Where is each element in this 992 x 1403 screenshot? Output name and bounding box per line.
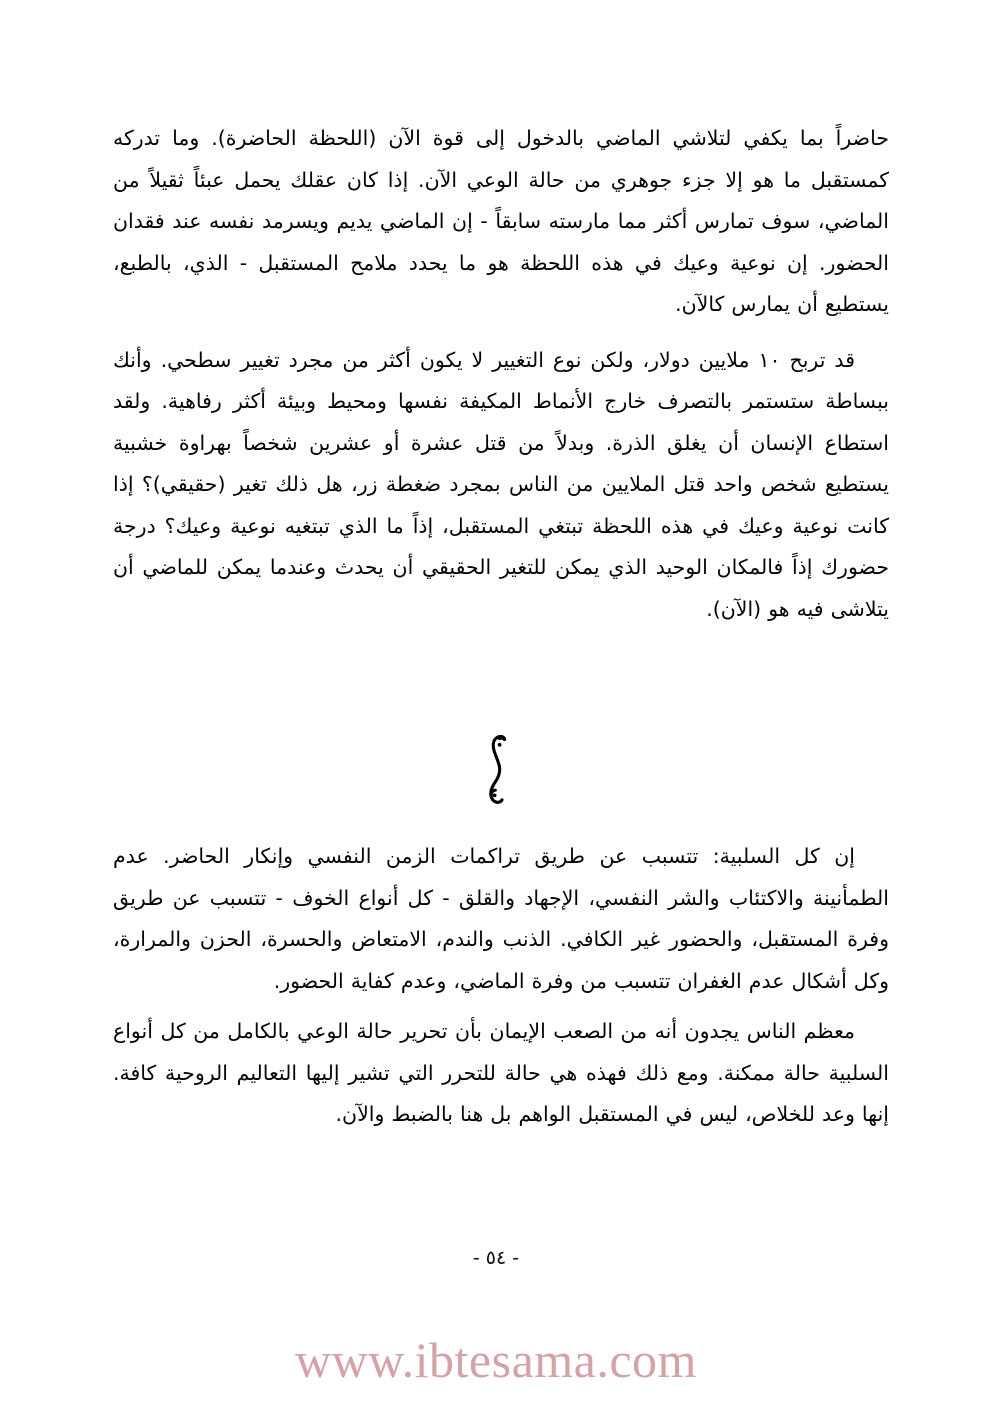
site-watermark: www.ibtesama.com bbox=[295, 1332, 697, 1388]
paragraph-2: قد تربح ١٠ ملايين دولار، ولكن نوع التغيير لا يكون أكثر من مجرد تغيير سطحي. وأنك ببساطة ستستمر بالتصرف خارج الأنماط المكيفة نفسها ومحيط وبيئة أكثر رفاهية. ولقد استطاع الإنسان أن يغلق الذرة. وبدلاً من قتل عشرة أو عشرين شخصاً بهراوة خشبية يستطيع شخص واحد قتل الملايين من الناس بمجرد ضغطة زر، هل ذلك تغير (حقيقي)؟ إذا كانت نوعية وعيك في هذه اللحظة تبتغي المستقبل، إذاً ما الذي تبتغيه نوعية وعيك؟ درجة حضورك إذاً فالمكان الوحيد الذي يمكن للتغير الحقيقي أن يحدث وعندما يمكن للماضي أن يتلاشى فيه هو (الآن). bbox=[113, 347, 889, 621]
paragraph-3: إن كل السلبية: تتسبب عن طريق تراكمات الزمن النفسي وإنكار الحاضر. عدم الطمأنينة والاكتئاب والشر النفسي، الإجهاد والقلق - كل أنواع الخوف - تتسبب عن طريق وفرة المستقبل، والحضور غير الكافي. الذنب والندم، الامتعاض والحسرة، الحزن والمرارة، وكل أشكال عدم الغفران تتسبب من وفرة الماضي، وعدم كفاية الحضور. bbox=[113, 844, 889, 993]
paragraph-4: معظم الناس يجدون أنه من الصعب الإيمان بأن تحرير حالة الوعي بالكامل من كل أنواع السلبية حالة ممكنة. ومع ذلك فهذه هي حالة للتحرر التي تشير إليها التعاليم الروحية كافة. إنها وعد للخلاص، ليس في المستقبل الواهم بل هنا بالضبط والآن. bbox=[113, 1019, 889, 1126]
page-number: - ٥٤ - bbox=[472, 1247, 520, 1269]
section-ornament bbox=[0, 722, 992, 822]
decorative-flourish-icon bbox=[479, 735, 513, 809]
page-body-text-lower bbox=[113, 836, 889, 1136]
paragraph-1: حاضراً بما يكفي لتلاشي الماضي بالدخول إلى قوة الآن (اللحظة الحاضرة). وما تدركه كمستقبل ما هو إلا جزء جوهري من حالة الوعي الآن. إذا كان عقلك يحمل عبئاً ثقيلاً من الماضي، سوف تمارس أكثر مما مارسته سابقاً - إن الماضي يديم ويسرمد نفسه عند فقدان الحضور. إن نوعية وعيك في هذه اللحظة هو ما يحدد ملامح المستقبل - الذي، بالطبع، يستطيع أن يمارس كالآن. bbox=[113, 126, 889, 316]
page-body-text bbox=[113, 118, 889, 630]
